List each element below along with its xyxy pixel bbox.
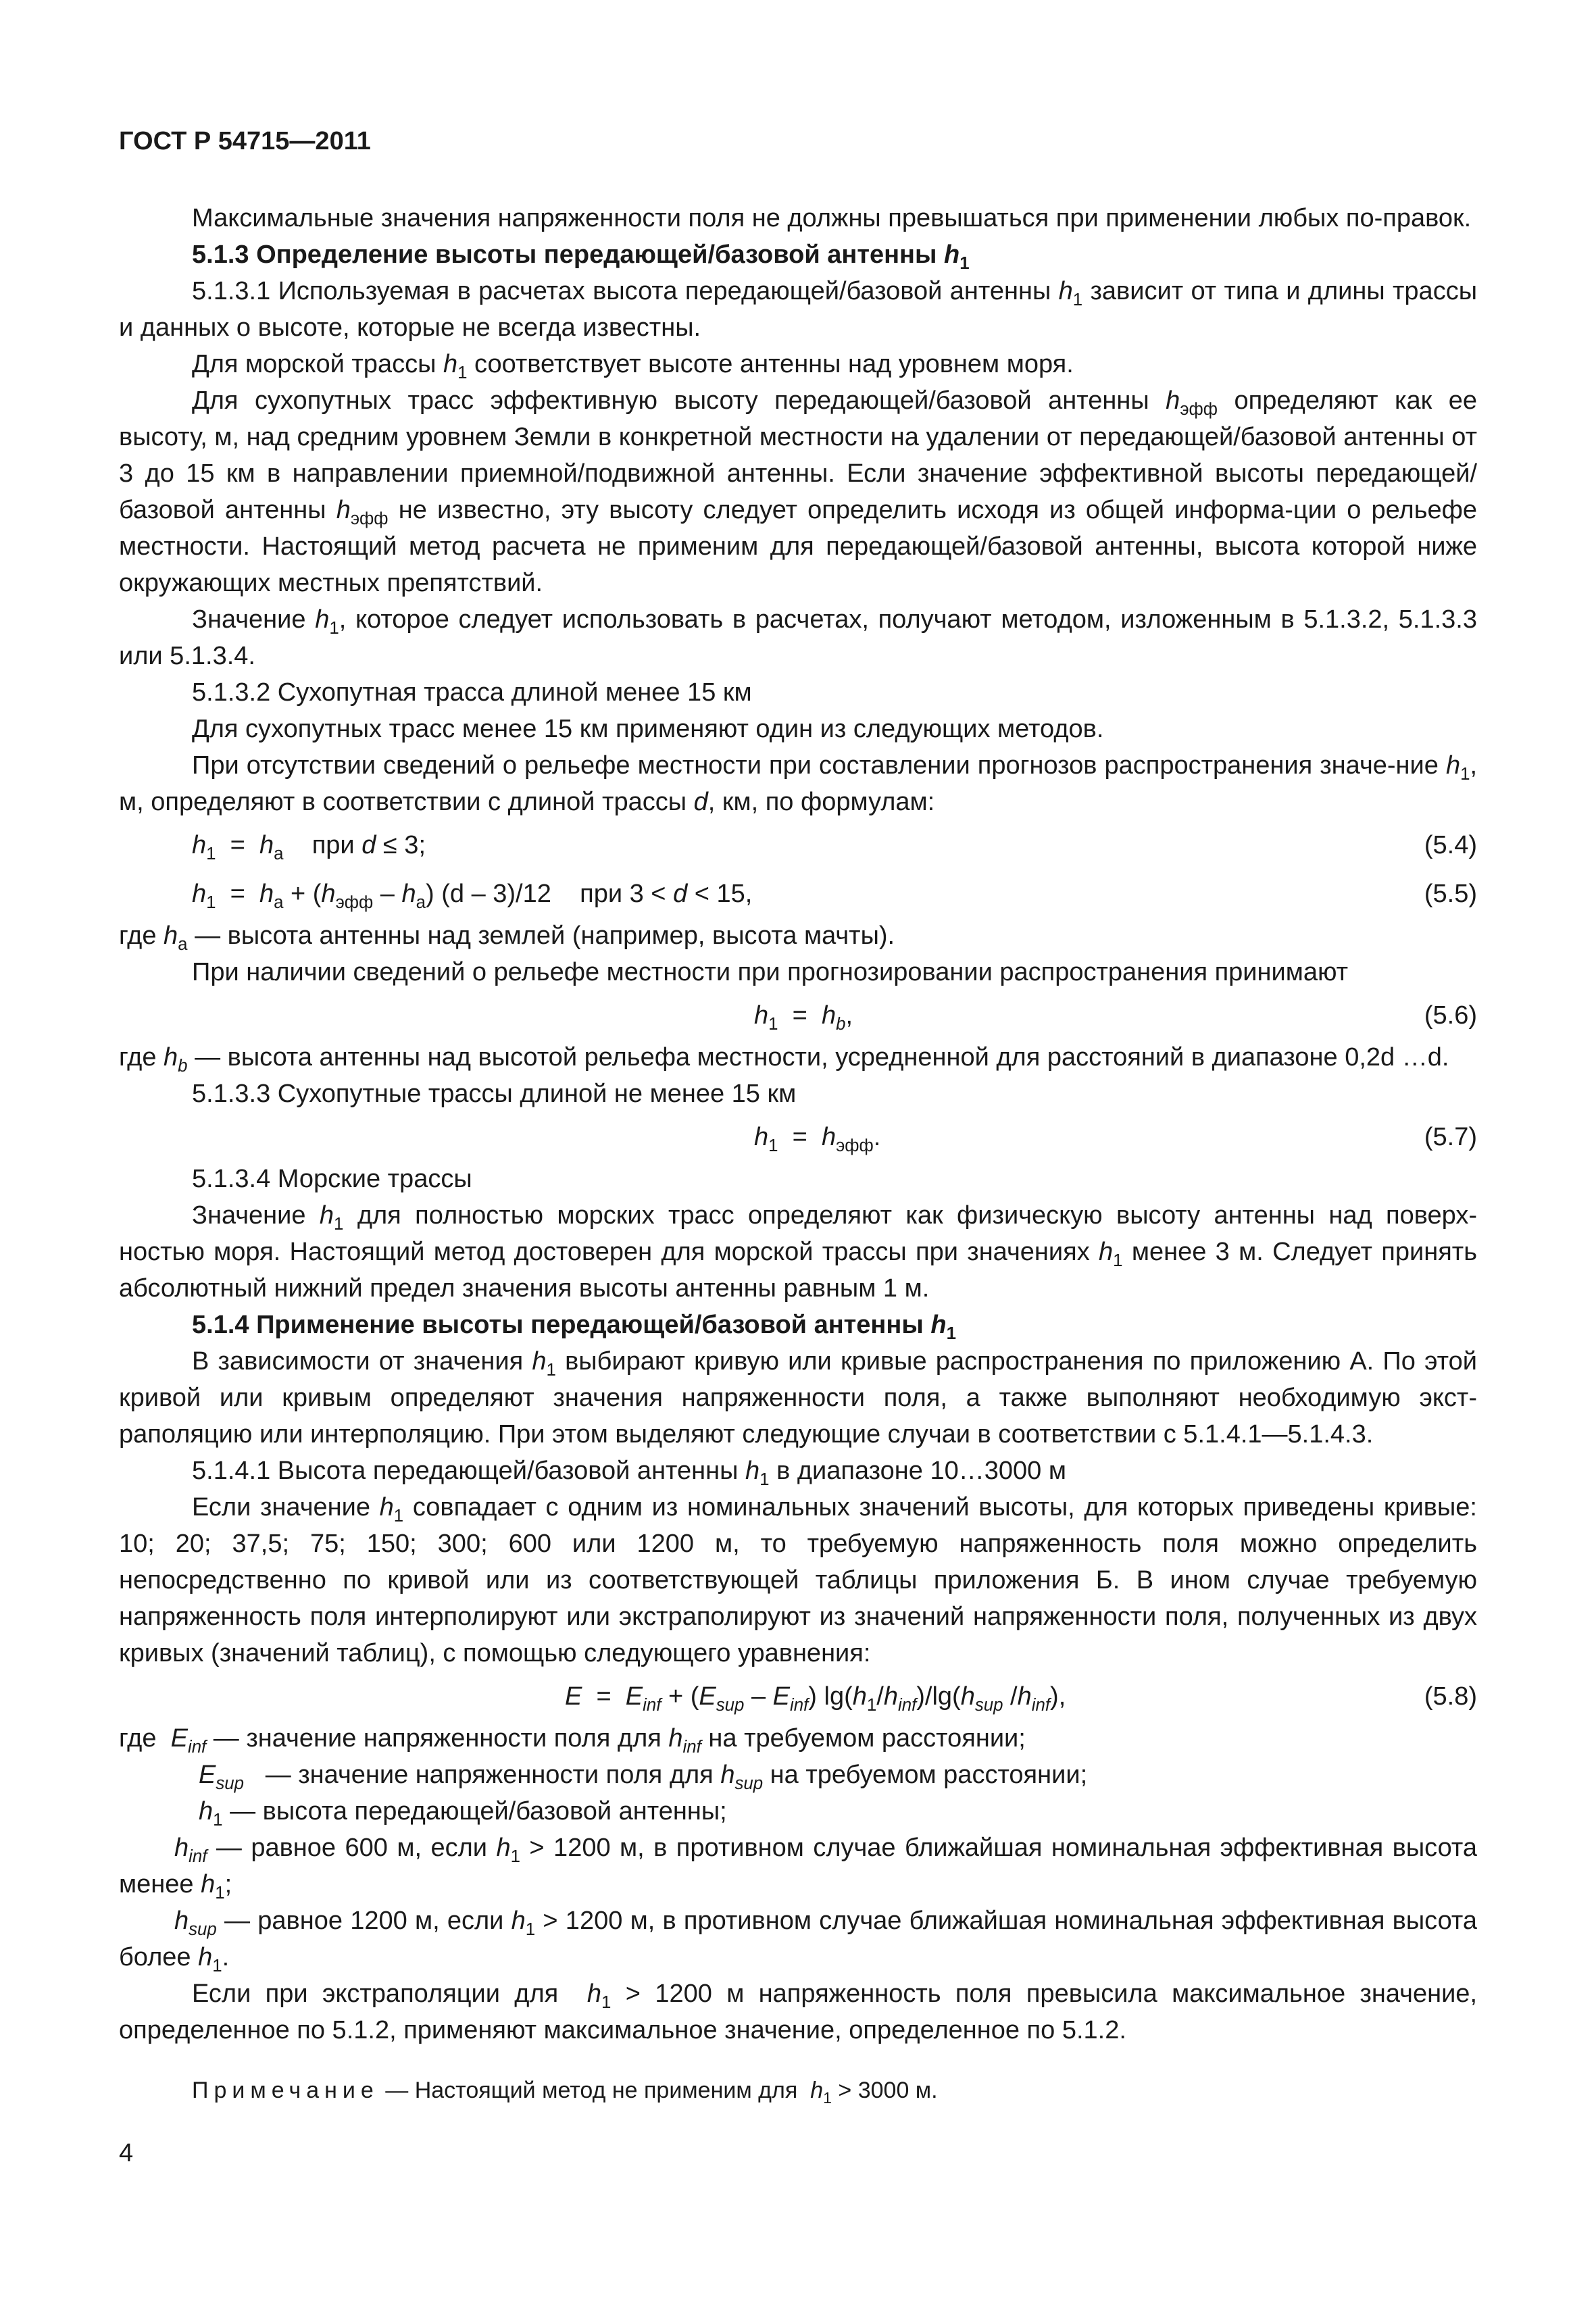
where-einf: где $E_{inf}$ — значение напряженности поля для $h_{inf}$ на требуемом расстоянии; (119, 1724, 1026, 1757)
paragraph-h1-value: Значение $h_1$, которое следует использовать в расчетах, получают методом, изложенным в 5.1.3.2, 5.1.3.3 или 5.1.3.4. (119, 605, 1477, 670)
document-body (119, 200, 1477, 2107)
where-ha: где $h_a$ — высота антенны над землей (например, высота мачты). (119, 922, 895, 955)
paragraph-sea-path: Для морской трассы $h_1$ соответствует высоте антенны над уровнем моря. (192, 350, 1074, 383)
paragraph-sea-paths: Значение $h_1$ для полностью морских трасс определяют как физическую высоту антенны над поверх-ностью моря. Настоящий метод достоверен для морской трассы при значениях $h_1$ менее 3 м. Следует принять абсолютный нижний предел значения высоты антенны равным 1 м. (119, 1201, 1478, 1303)
formula-5-8: $E = E_{inf} + (E_{sup} - E_{inf})$ $\lg(h_1/h_{inf})/\lg(h_{sup}$ $/h_{inf}$), (5.8) (119, 1671, 1477, 1720)
paragraph-extrapolation: Если при экстраполяции для $h_1 > 1200$ м напряженность поля превысила максимальное значение, определенное по 5.1.2, применяют максимальное значение, определенное по 5.1.2. (119, 1980, 1477, 2044)
intro-paragraph: Максимальные значения напряженности поля не должны превышаться при применении любых по-правок. (192, 204, 1472, 232)
formula-5-6: $h_1 = h_b$, (5.6) (119, 990, 1477, 1039)
section-5-1-3-3-title: 5.1.3.3 Сухопутные трассы длиной не менее 15 км (192, 1080, 797, 1108)
paragraph-no-relief: При отсутствии сведений о рельефе местности при составлении прогнозов распространения значе-ние $h_1$, м, определяют в соответствии с длиной трассы d, км, по формулам: (119, 751, 1478, 816)
paragraph-methods: Для сухопутных трасс менее 15 км применяют один из следующих методов. (192, 715, 1104, 743)
where-esup: $E_{sup}$ — значение напряженности поля для $h_{sup}$ на требуемом расстоянии; (199, 1761, 1088, 1794)
formula-number-5-7: (5.7) (1424, 1123, 1477, 1151)
paragraph-interpolation: Если значение $h_1$ совпадает с одним из номинальных значений высоты, для которых приведены кривые: 10; 20; 37,5; 75; 150; 300; 600 или 1200 м, то требуемую напряженность поля можно определить непосредственно по кривой или из соответствующей таблицы приложения Б. В ином случае требуемую напряженность поля интерполируют или экстраполируют из значений напряженности поля, полученных из двух кривых (значений таблиц), с помощью следующего уравнения: (119, 1493, 1477, 1667)
formula-5-4: $h_1 = h_a$ при d ≤ 3; (5.4) (119, 820, 1477, 869)
where-h1: $h_1$ — высота передающей/базовой антенны; (199, 1797, 727, 1830)
paragraph-curve-selection: В зависимости от значения $h_1$ выбирают кривую или кривые распространения по приложению А. По этой кривой или кривым определяют значения напряженности поля, а также выполняют необходимую экст-раполяцию или интерполяцию. При этом выделяют следующие случаи в соответствии с 5.1.4.1—5.1.4.3. (119, 1347, 1477, 1449)
paragraph-5-1-3-1: 5.1.3.1 Используемая в расчетах высота передающей/базовой антенны $h_1$ зависит от типа и длины трассы и данных о высоте, которые не всегда известны. (119, 277, 1478, 342)
standard-header: ГОСТ Р 54715—2011 (119, 127, 371, 155)
section-5-1-3-heading: 5.1.3 Определение высоты передающей/базовой антенны $h_1$ (192, 241, 970, 274)
section-5-1-4-1-title: 5.1.4.1 Высота передающей/базовой антенны $h_1$ в диапазоне 10…3000 м (192, 1457, 1066, 1490)
where-hinf: $h_{inf}$ — равное 600 м, если $h_1 > 1200$ м, в противном случае ближайшая номинальная эффективная высота менее $h_1$; (119, 1834, 1478, 1903)
formula-5-5: $h_1 = h_a + (h_{эфф} - h_a)$ (d – 3)/12 при 3 < d < 15, (5.5) (119, 869, 1477, 917)
where-hb: где $h_b$ — высота антенны над высотой рельефа местности, усредненной для расстояний в диапазоне 0,2d …d. (119, 1043, 1449, 1076)
section-5-1-3-4-title: 5.1.3.4 Морские трассы (192, 1165, 472, 1193)
page-number: 4 (119, 2139, 134, 2167)
formula-number-5-5: (5.5) (1424, 880, 1477, 908)
paragraph-land-path: Для сухопутных трасс эффективную высоту передающей/базовой антенны $h_{эфф}$ определяют как ее высоту, м, над средним уровнем Земли в конкретной местности на удалении от передающей/базовой антенны от 3 до 15 км в направлении приемной/подвижной антенны. Если значение эффективной высоты передающей/базовой антенны $h_{эфф}$ не известно, эту высоту следует определить исходя из общей информа-ции о рельефе местности. Настоящий метод расчета не применим для передающей/базовой антенны, высота которой ниже окружающих местных препятствий. (119, 386, 1478, 597)
formula-number-5-6: (5.6) (1424, 1001, 1477, 1030)
where-hsup: $h_{sup}$ — равное 1200 м, если $h_1 > 1200$ м, в противном случае ближайшая номинальная эффективная высота более $h_1$. (119, 1907, 1477, 1976)
formula-number-5-8: (5.8) (1424, 1682, 1477, 1711)
formula-5-7: $h_1 = h_{эфф}$. (5.7) (119, 1112, 1477, 1161)
section-5-1-3-2-title: 5.1.3.2 Сухопутная трасса длиной менее 15 км (192, 678, 752, 707)
paragraph-with-relief: При наличии сведений о рельефе местности при прогнозировании распространения принимают (192, 958, 1349, 986)
note: Примечание — Настоящий метод не применим для $h_1 > 3000$ м. (192, 2078, 938, 2107)
section-5-1-4-heading: 5.1.4 Применение высоты передающей/базовой антенны $h_1$ (192, 1311, 956, 1344)
formula-number-5-4: (5.4) (1424, 831, 1477, 859)
